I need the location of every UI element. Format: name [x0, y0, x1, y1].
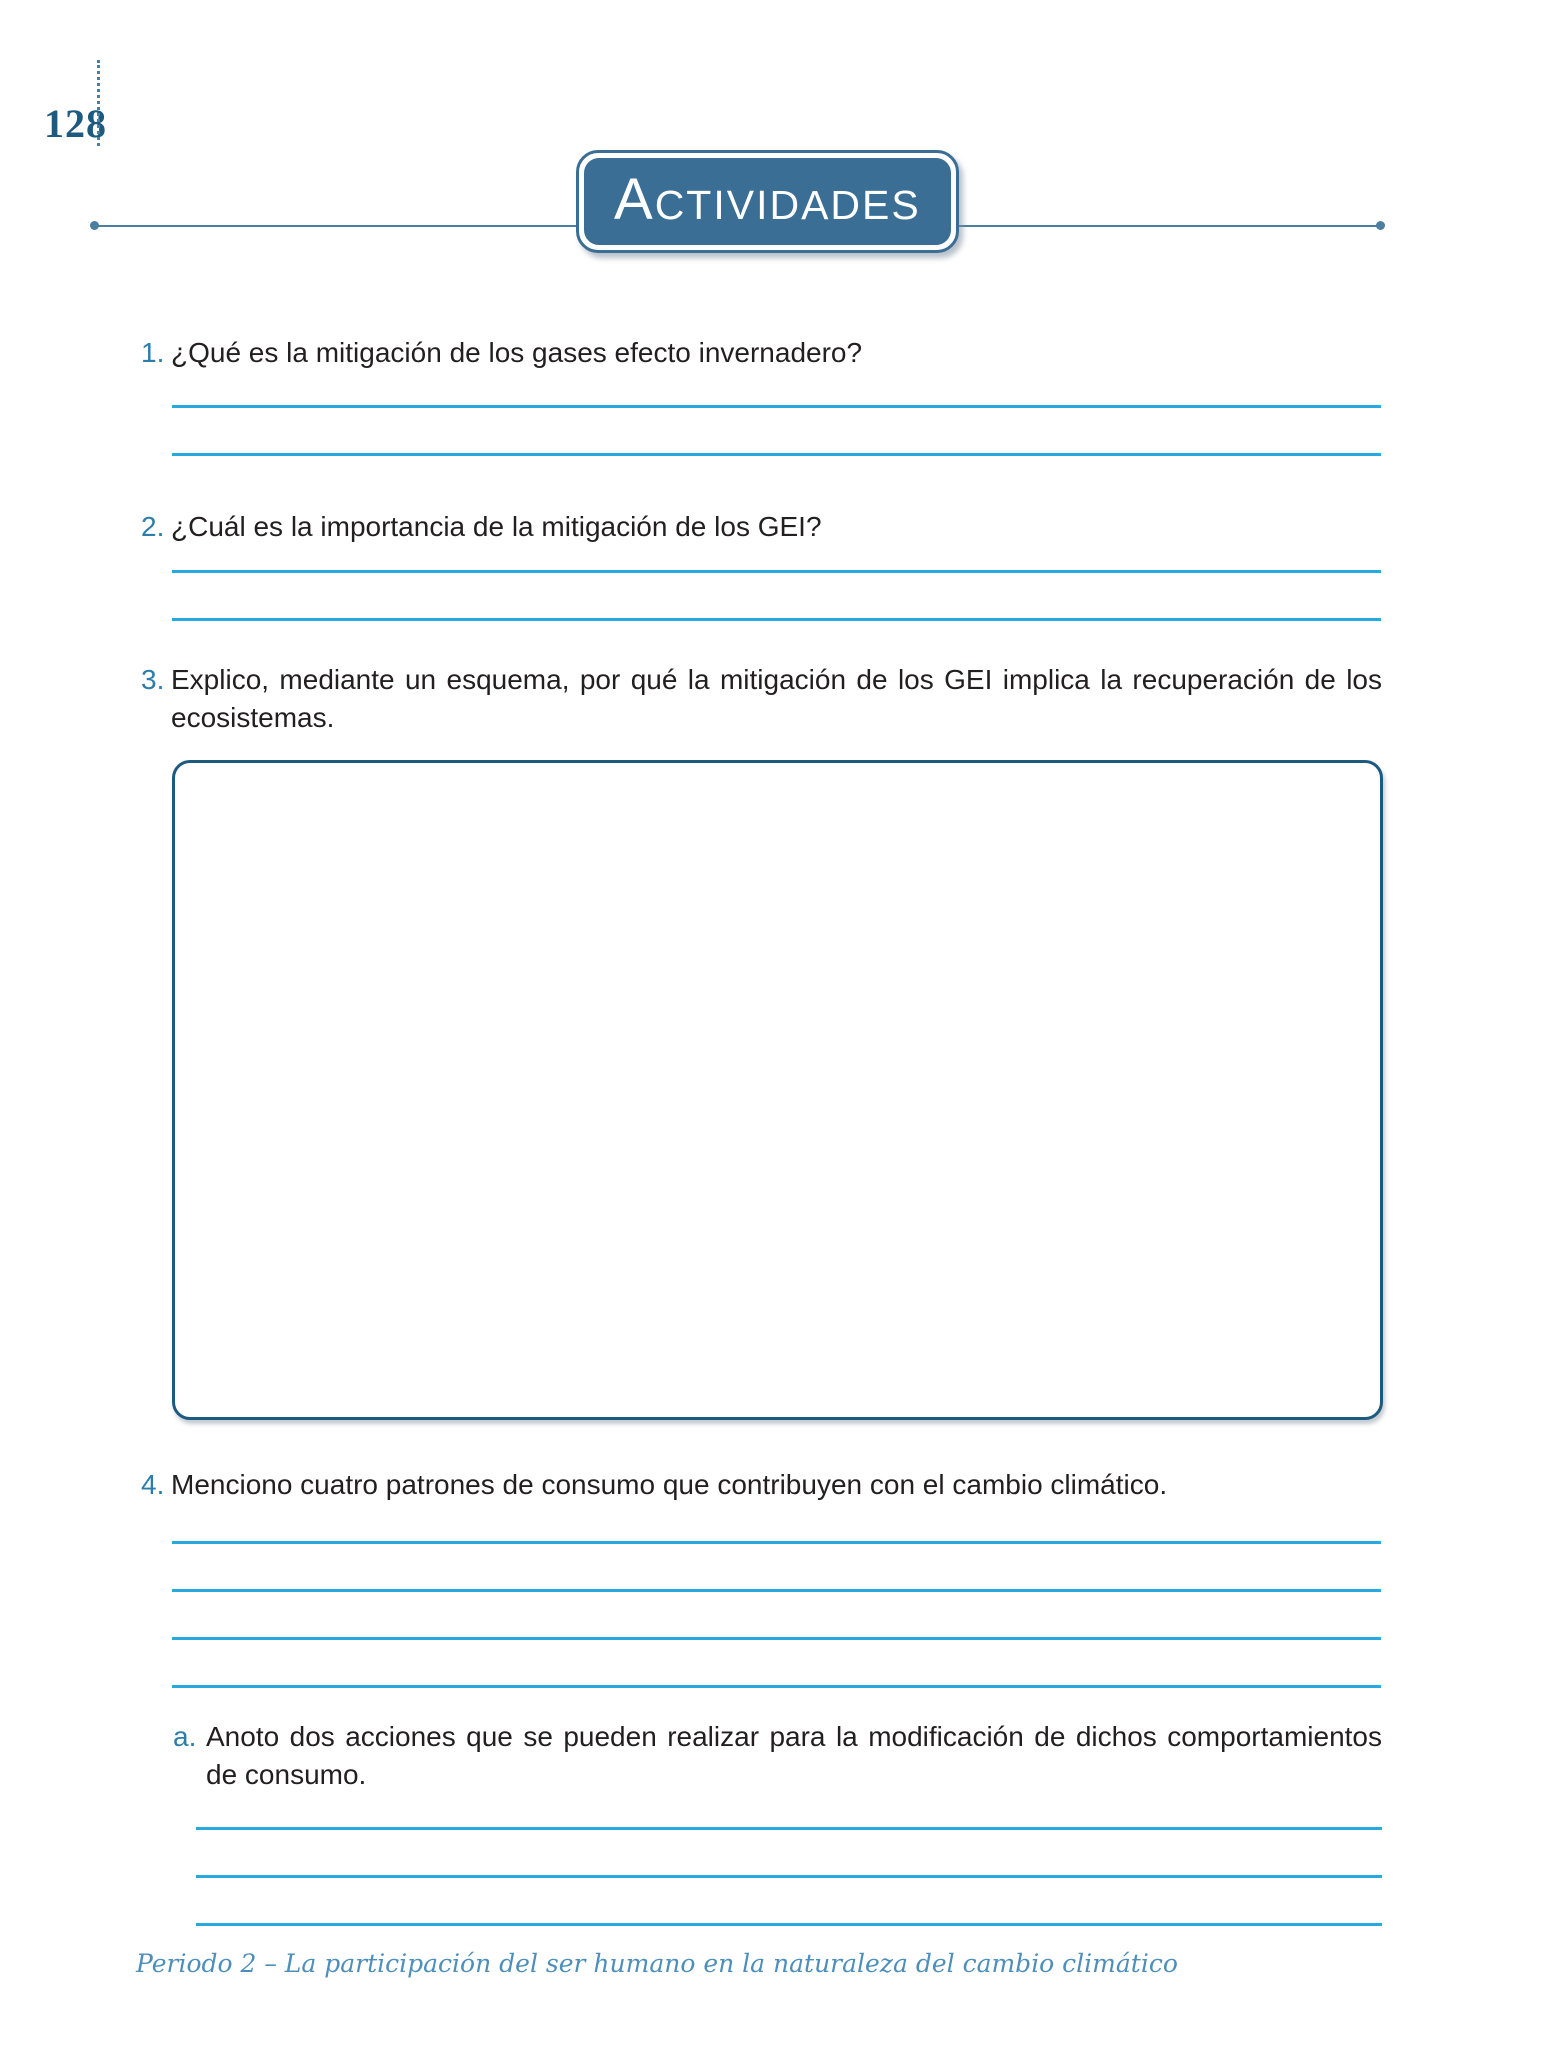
activities-banner-inner: [584, 158, 951, 245]
banner-rule-dot-right: [1376, 221, 1385, 230]
question-1-text: ¿Qué es la mitigación de los gases efecto invernadero?: [171, 337, 863, 368]
question-4-sub-a-text: Anoto dos acciones que se pueden realizar para la modificación de dichos comportamientos de consumo.: [206, 1721, 1382, 1790]
question-2: [141, 508, 1382, 546]
question-1: [141, 334, 1382, 372]
question-4-number: 4.: [141, 1469, 165, 1500]
answer-line: [196, 1875, 1382, 1878]
page-number-dotted-rule: [97, 60, 100, 146]
activities-banner: [576, 150, 959, 253]
question-4-sub-a-number: a.: [173, 1721, 197, 1752]
answer-line: [172, 1685, 1381, 1688]
banner-title: ACTIVIDADES: [614, 167, 921, 232]
question-1-answer-lines: [172, 405, 1381, 456]
scheme-answer-box: [172, 760, 1383, 1420]
page-number: 128: [44, 101, 107, 146]
question-4: [141, 1466, 1382, 1504]
question-3-number: 3.: [141, 664, 165, 695]
question-1-number: 1.: [141, 337, 165, 368]
question-4-text: Menciono cuatro patrones de consumo que contribuyen con el cambio climático.: [171, 1469, 1168, 1500]
question-2-text: ¿Cuál es la importancia de la mitigación de los GEI?: [171, 511, 822, 542]
footer-caption: Periodo 2 – La participación del ser humano en la naturaleza del cambio climático: [136, 1949, 1178, 1978]
question-3: [141, 661, 1382, 737]
question-2-answer-lines: [172, 570, 1381, 621]
banner-rule-dot-left: [90, 221, 99, 230]
question-4-sub-a: [173, 1718, 1382, 1794]
answer-line: [172, 1637, 1381, 1640]
question-4-sub-a-answer-lines: [196, 1827, 1382, 1926]
question-4-answer-lines: [172, 1541, 1381, 1688]
answer-line: [172, 1541, 1381, 1544]
answer-line: [172, 570, 1381, 573]
answer-line: [172, 453, 1381, 456]
answer-line: [196, 1923, 1382, 1926]
answer-line: [172, 405, 1381, 408]
question-3-text: Explico, mediante un esquema, por qué la mitigación de los GEI implica la recuperación de los ecosistemas.: [171, 664, 1382, 733]
question-2-number: 2.: [141, 511, 165, 542]
answer-line: [172, 1589, 1381, 1592]
answer-line: [172, 618, 1381, 621]
answer-line: [196, 1827, 1382, 1830]
